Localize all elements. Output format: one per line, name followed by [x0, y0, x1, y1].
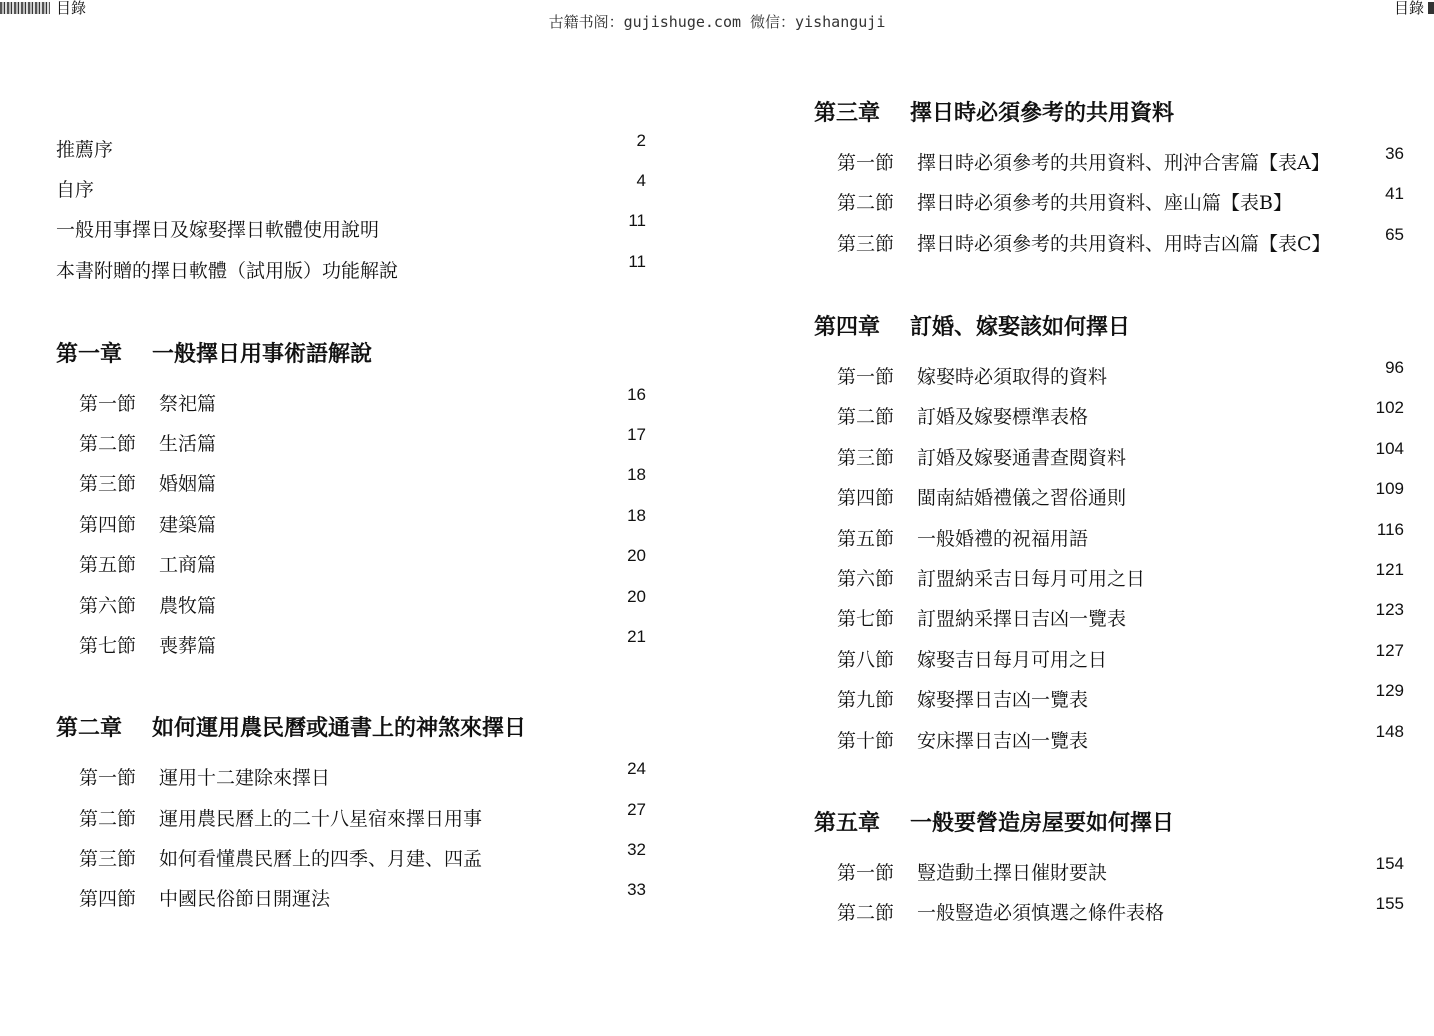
toc-section: 第三節 如何看懂農民曆上的四季、月建、四孟 32	[79, 840, 646, 870]
toc-section: 第四節 建築篇 18	[79, 506, 646, 536]
chapter-heading: 第二章 如何運用農民曆或通書上的神煞來擇日	[56, 716, 527, 741]
toc-section: 第十節 安床擇日吉凶一覽表 148	[837, 722, 1404, 752]
toc-section: 第三節 訂婚及嫁娶通書查閱資料 104	[837, 439, 1404, 469]
toc-section: 第三節 擇日時必須參考的共用資料、用時吉凶篇【表C】 65	[837, 225, 1404, 255]
toc-entry: 一般用事擇日及嫁娶擇日軟體使用說明 11	[56, 211, 646, 241]
toc-section: 第一節 豎造動土擇日催財要訣 154	[837, 854, 1404, 884]
toc-section: 第七節 訂盟納采擇日吉凶一覽表 123	[837, 600, 1404, 630]
toc-section: 第四節 閩南結婚禮儀之習俗通則 109	[837, 479, 1404, 509]
toc-section: 第五節 一般婚禮的祝福用語 116	[837, 520, 1404, 550]
chapter-heading: 第五章 一般要營造房屋要如何擇日	[814, 811, 1175, 836]
header-right-title: 目錄	[1393, 0, 1424, 17]
toc-section: 第二節 訂婚及嫁娶標準表格 102	[837, 398, 1404, 428]
toc-section: 第一節 運用十二建除來擇日 24	[79, 759, 646, 789]
chapter-heading: 第一章 一般擇日用事術語解說	[56, 342, 373, 367]
toc-section: 第九節 嫁娶擇日吉凶一覽表 129	[837, 681, 1404, 711]
chapter-heading: 第四章 訂婚、嫁娶該如何擇日	[814, 315, 1131, 340]
toc-section: 第一節 祭祀篇 16	[79, 385, 646, 415]
toc-section: 第四節 中國民俗節日開運法 33	[79, 880, 646, 910]
toc-section: 第五節 工商篇 20	[79, 546, 646, 576]
toc-section: 第二節 擇日時必須參考的共用資料、座山篇【表B】 41	[837, 184, 1404, 214]
toc-section: 第一節 嫁娶時必須取得的資料 96	[837, 358, 1404, 388]
toc-section: 第三節 婚姻篇 18	[79, 465, 646, 495]
toc-section: 第二節 一般豎造必須慎選之條件表格 155	[837, 894, 1404, 924]
toc-section: 第八節 嫁娶吉日每月可用之日 127	[837, 641, 1404, 671]
toc-section: 第一節 擇日時必須參考的共用資料、刑沖合害篇【表A】 36	[837, 144, 1404, 174]
chapter-heading: 第三章 擇日時必須參考的共用資料	[814, 101, 1175, 126]
watermark: 古籍书阁：gujishuge.com 微信：yishanguji	[548, 13, 886, 31]
header-left-title: 目錄	[56, 0, 87, 17]
toc-section: 第七節 喪葬篇 21	[79, 627, 646, 657]
toc-section: 第二節 生活篇 17	[79, 425, 646, 455]
toc-entry: 推薦序 2	[56, 131, 646, 161]
toc-section: 第六節 農牧篇 20	[79, 587, 646, 617]
toc-entry: 自序 4	[56, 171, 646, 201]
toc-entry: 本書附贈的擇日軟體（試用版）功能解說 11	[56, 252, 646, 282]
toc-section: 第二節 運用農民曆上的二十八星宿來擇日用事 27	[79, 800, 646, 830]
toc-section: 第六節 訂盟納采吉日每月可用之日 121	[837, 560, 1404, 590]
